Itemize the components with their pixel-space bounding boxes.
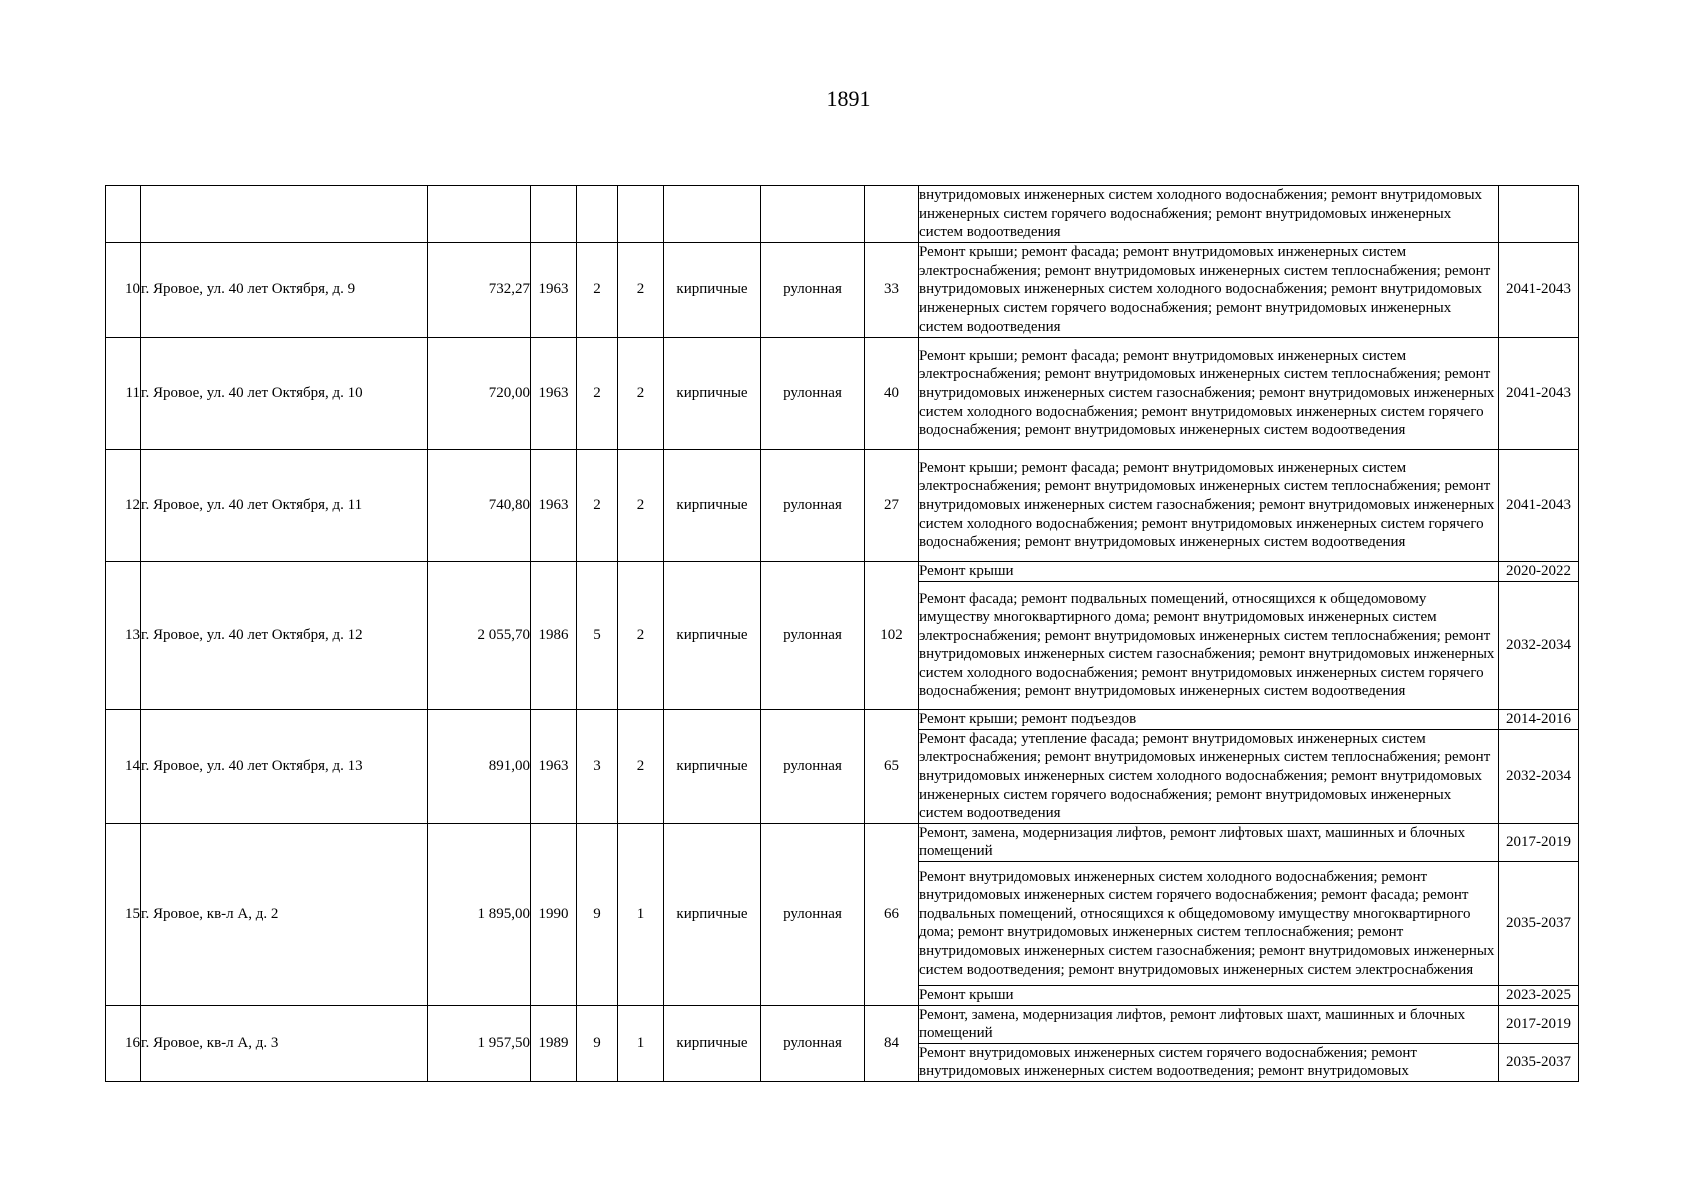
cell-entrances: 2: [618, 709, 664, 823]
cell-period: 2032-2034: [1499, 729, 1579, 823]
cell-works: Ремонт крыши; ремонт фасада; ремонт внутридомовых инженерных систем электроснабжения; ремонт внутридомовых инженерных систем теплоснабжения; ремонт внутридомовых инженерных систем холодного водоснабжения; ремонт внутридомовых инженерных систем горячего водоснабжения; ремонт внутридомовых инженерных систем водоотведения: [919, 242, 1499, 337]
cell-number: 14: [106, 709, 141, 823]
cell-apartments: 102: [865, 561, 919, 709]
cell-works: Ремонт крыши; ремонт подъездов: [919, 709, 1499, 729]
cell-number: 11: [106, 337, 141, 449]
cell-apartments: 27: [865, 449, 919, 561]
cell-year: 1963: [531, 337, 577, 449]
cell-floors: 9: [577, 1005, 618, 1081]
cell-entrances: 2: [618, 561, 664, 709]
cell-empty: [664, 186, 761, 243]
cell-empty: [106, 186, 141, 243]
cell-empty: [1499, 186, 1579, 243]
cell-floors: 2: [577, 449, 618, 561]
cell-works: Ремонт, замена, модернизация лифтов, ремонт лифтовых шахт, машинных и блочных помещений: [919, 823, 1499, 861]
table-row: [106, 449, 1579, 561]
cell-area: 732,27: [428, 242, 531, 337]
cell-works: Ремонт крыши; ремонт фасада; ремонт внутридомовых инженерных систем электроснабжения; ремонт внутридомовых инженерных систем теплоснабжения; ремонт внутридомовых инженерных систем газоснабжения; ремонт внутридомовых инженерных систем холодного водоснабжения; ремонт внутридомовых инженерных систем горячего водоснабжения; ремонт внутридомовых инженерных систем водоотведения: [919, 337, 1499, 449]
cell-area: 740,80: [428, 449, 531, 561]
cell-empty: [761, 186, 865, 243]
cell-empty: [618, 186, 664, 243]
cell-apartments: 84: [865, 1005, 919, 1081]
cell-floors: 2: [577, 242, 618, 337]
cell-apartments: 40: [865, 337, 919, 449]
table-row: [106, 823, 1579, 861]
cell-apartments: 33: [865, 242, 919, 337]
page-number: 1891: [826, 86, 871, 111]
cell-year: 1989: [531, 1005, 577, 1081]
cell-works: Ремонт фасада; ремонт подвальных помещений, относящихся к общедомовому имуществу многоквартирного дома; ремонт внутридомовых инженерных систем электроснабжения; ремонт внутридомовых инженерных систем теплоснабжения; ремонт внутридомовых инженерных систем газоснабжения; ремонт внутридомовых инженерных систем холодного водоснабжения; ремонт внутридомовых инженерных систем горячего водоснабжения; ремонт внутридомовых инженерных систем водоотведения: [919, 581, 1499, 709]
cell-roof: рулонная: [761, 242, 865, 337]
cell-works: Ремонт крыши; ремонт фасада; ремонт внутридомовых инженерных систем электроснабжения; ремонт внутридомовых инженерных систем теплоснабжения; ремонт внутридомовых инженерных систем газоснабжения; ремонт внутридомовых инженерных систем холодного водоснабжения; ремонт внутридомовых инженерных систем горячего водоснабжения; ремонт внутридомовых инженерных систем водоотведения: [919, 449, 1499, 561]
cell-roof: рулонная: [761, 449, 865, 561]
cell-year: 1990: [531, 823, 577, 1005]
cell-number: 10: [106, 242, 141, 337]
cell-empty: [531, 186, 577, 243]
cell-floors: 2: [577, 337, 618, 449]
cell-walls: кирпичные: [664, 242, 761, 337]
table-body: [106, 186, 1579, 1082]
cell-area: 720,00: [428, 337, 531, 449]
cell-works: Ремонт крыши: [919, 561, 1499, 581]
cell-address: г. Яровое, ул. 40 лет Октября, д. 9: [141, 242, 428, 337]
cell-period: 2035-2037: [1499, 1043, 1579, 1081]
cell-period: 2014-2016: [1499, 709, 1579, 729]
cell-year: 1986: [531, 561, 577, 709]
cell-period: 2041-2043: [1499, 242, 1579, 337]
cell-entrances: 1: [618, 823, 664, 1005]
cell-number: 15: [106, 823, 141, 1005]
cell-year: 1963: [531, 709, 577, 823]
cell-period: 2035-2037: [1499, 861, 1579, 985]
cell-address: г. Яровое, ул. 40 лет Октября, д. 12: [141, 561, 428, 709]
capital-repair-register-table: [105, 185, 1579, 1082]
cell-address: г. Яровое, ул. 40 лет Октября, д. 11: [141, 449, 428, 561]
cell-walls: кирпичные: [664, 561, 761, 709]
cell-address: г. Яровое, кв-л А, д. 3: [141, 1005, 428, 1081]
cell-floors: 9: [577, 823, 618, 1005]
cell-number: 16: [106, 1005, 141, 1081]
cell-area: 1 957,50: [428, 1005, 531, 1081]
cell-empty: [865, 186, 919, 243]
cell-area: 1 895,00: [428, 823, 531, 1005]
cell-period: 2041-2043: [1499, 449, 1579, 561]
cell-roof: рулонная: [761, 823, 865, 1005]
cell-period: 2017-2019: [1499, 1005, 1579, 1043]
cell-works: Ремонт крыши: [919, 985, 1499, 1005]
cell-period: 2017-2019: [1499, 823, 1579, 861]
cell-works: Ремонт внутридомовых инженерных систем холодного водоснабжения; ремонт внутридомовых инженерных систем горячего водоснабжения; ремонт фасада; ремонт подвальных помещений, относящихся к общедомовому имуществу многоквартирного дома; ремонт внутридомовых инженерных систем теплоснабжения; ремонт внутридомовых инженерных систем газоснабжения; ремонт внутридомовых инженерных систем водоотведения; ремонт внутридомовых инженерных систем электроснабжения: [919, 861, 1499, 985]
cell-walls: кирпичные: [664, 1005, 761, 1081]
cell-address: г. Яровое, кв-л А, д. 2: [141, 823, 428, 1005]
cell-walls: кирпичные: [664, 709, 761, 823]
cell-roof: рулонная: [761, 561, 865, 709]
table-row-continuation: [106, 186, 1579, 243]
cell-works: Ремонт, замена, модернизация лифтов, ремонт лифтовых шахт, машинных и блочных помещений: [919, 1005, 1499, 1043]
cell-roof: рулонная: [761, 709, 865, 823]
cell-floors: 3: [577, 709, 618, 823]
cell-empty: [141, 186, 428, 243]
cell-period: 2032-2034: [1499, 581, 1579, 709]
table-row: [106, 1005, 1579, 1043]
table-row: [106, 337, 1579, 449]
cell-number: 12: [106, 449, 141, 561]
table-row: [106, 709, 1579, 729]
cell-walls: кирпичные: [664, 337, 761, 449]
cell-area: 891,00: [428, 709, 531, 823]
cell-address: г. Яровое, ул. 40 лет Октября, д. 10: [141, 337, 428, 449]
cell-year: 1963: [531, 449, 577, 561]
cell-works: Ремонт фасада; утепление фасада; ремонт внутридомовых инженерных систем электроснабжения; ремонт внутридомовых инженерных систем теплоснабжения; ремонт внутридомовых инженерных систем холодного водоснабжения; ремонт внутридомовых инженерных систем горячего водоснабжения; ремонт внутридомовых инженерных систем водоотведения: [919, 729, 1499, 823]
cell-number: 13: [106, 561, 141, 709]
cell-walls: кирпичные: [664, 823, 761, 1005]
cell-entrances: 1: [618, 1005, 664, 1081]
table-row: [106, 561, 1579, 581]
cell-empty: [428, 186, 531, 243]
cell-apartments: 65: [865, 709, 919, 823]
cell-year: 1963: [531, 242, 577, 337]
cell-area: 2 055,70: [428, 561, 531, 709]
cell-address: г. Яровое, ул. 40 лет Октября, д. 13: [141, 709, 428, 823]
cell-works: Ремонт внутридомовых инженерных систем горячего водоснабжения; ремонт внутридомовых инженерных систем водоотведения; ремонт внутридомовых: [919, 1043, 1499, 1081]
cell-period: 2023-2025: [1499, 985, 1579, 1005]
cell-period: 2041-2043: [1499, 337, 1579, 449]
cell-floors: 5: [577, 561, 618, 709]
table-row: [106, 242, 1579, 337]
cell-entrances: 2: [618, 337, 664, 449]
cell-roof: рулонная: [761, 337, 865, 449]
cell-walls: кирпичные: [664, 449, 761, 561]
cell-period: 2020-2022: [1499, 561, 1579, 581]
cell-works: внутридомовых инженерных систем холодного водоснабжения; ремонт внутридомовых инженерных систем горячего водоснабжения; ремонт внутридомовых инженерных систем водоотведения: [919, 186, 1499, 243]
cell-roof: рулонная: [761, 1005, 865, 1081]
cell-entrances: 2: [618, 242, 664, 337]
cell-empty: [577, 186, 618, 243]
cell-entrances: 2: [618, 449, 664, 561]
cell-apartments: 66: [865, 823, 919, 1005]
